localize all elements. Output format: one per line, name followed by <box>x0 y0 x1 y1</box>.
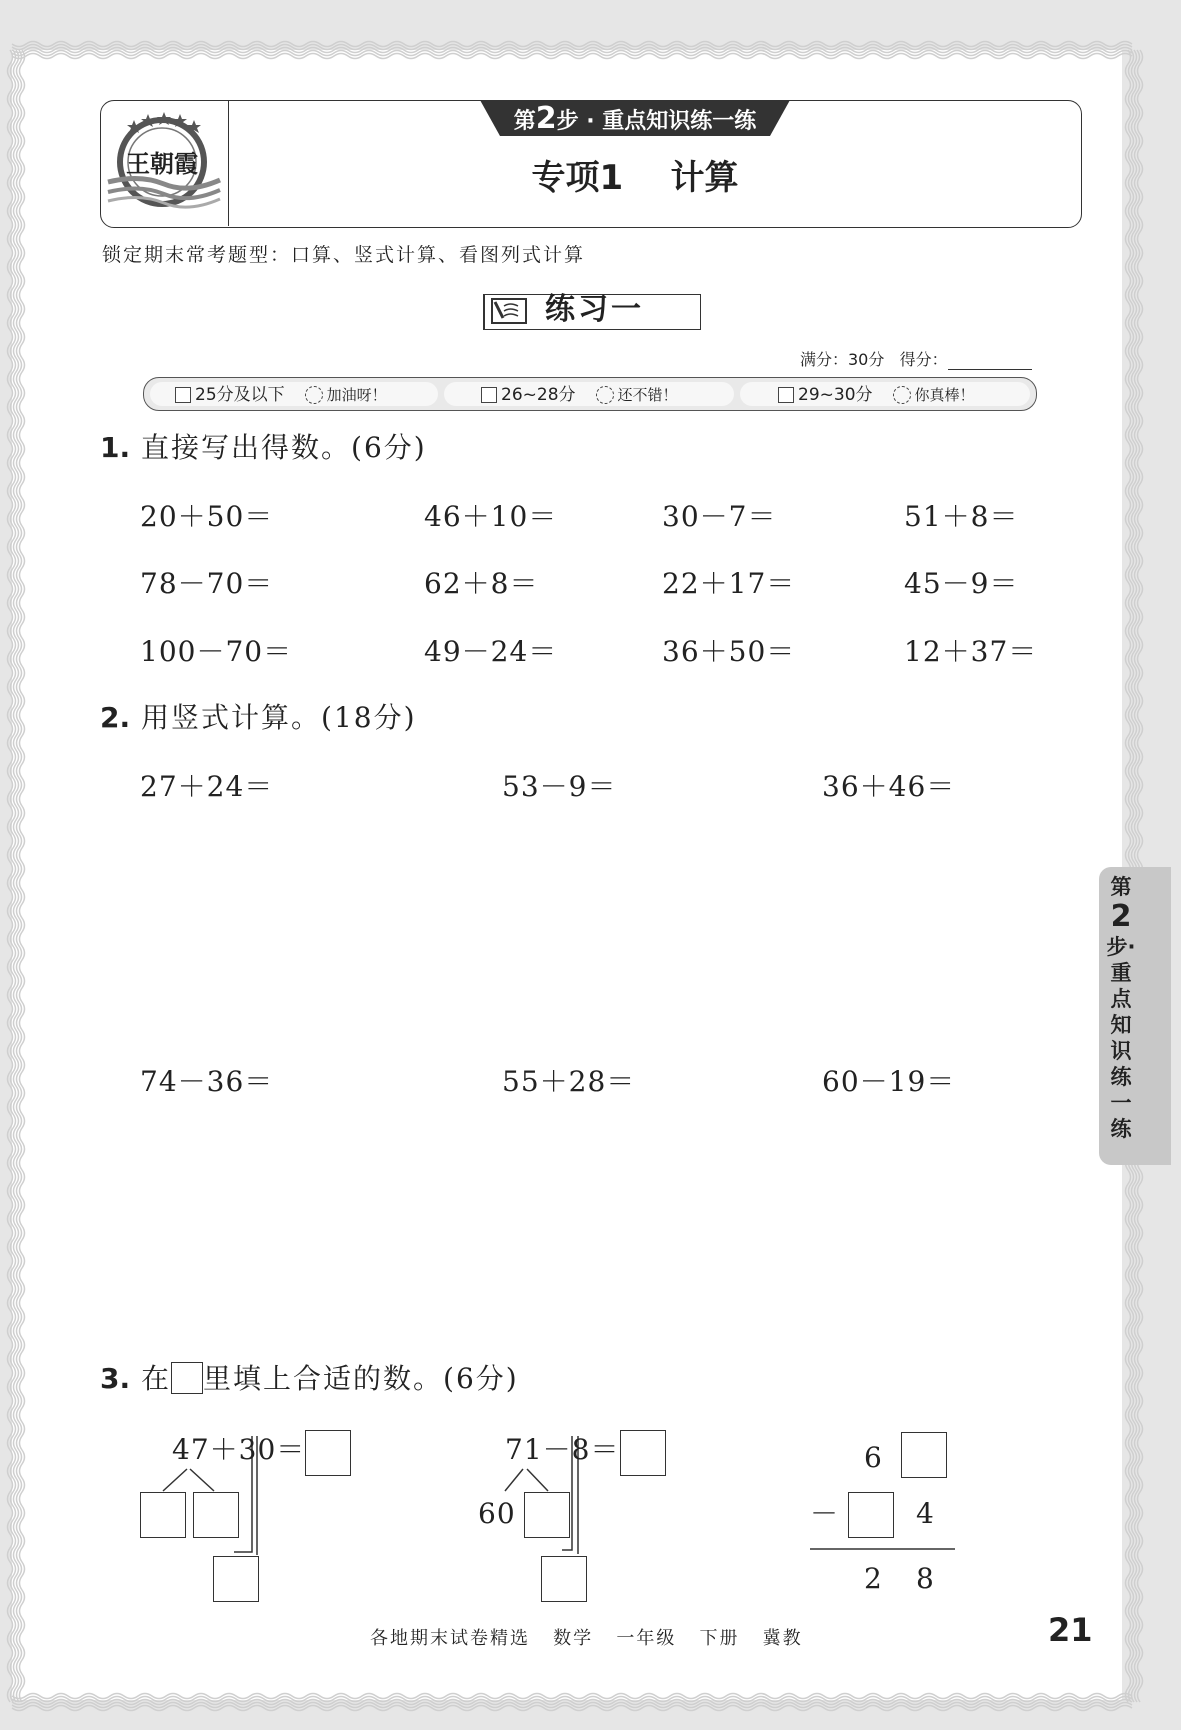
side-tab-char: 点 <box>1110 987 1132 1011</box>
step-prefix: 第 <box>513 109 536 134</box>
answer-box[interactable] <box>541 1556 587 1602</box>
question-3-heading <box>100 1359 519 1399</box>
answer-box-sample <box>171 1362 203 1394</box>
answer-box[interactable] <box>305 1430 351 1476</box>
question-number: 3. <box>100 1362 131 1395</box>
face-icon <box>305 386 323 404</box>
score-label: 得分： <box>899 350 948 369</box>
rating-item <box>175 384 387 406</box>
page-title: 专项1 计算 <box>531 158 739 198</box>
oral-item: 36＋50＝ <box>662 635 796 668</box>
side-tab-number: 2 <box>1110 899 1132 934</box>
face-icon <box>596 386 614 404</box>
face-icon <box>893 386 911 404</box>
vertical-calc-item: 53－9＝ <box>502 770 617 803</box>
question-text: 里填上合适的数。(6分) <box>203 1362 519 1395</box>
vertical-mid-digit: 4 <box>916 1497 935 1530</box>
rating-range: 29~30分 <box>798 385 873 405</box>
side-tab-label <box>1103 874 1139 1142</box>
question-1-heading <box>100 428 427 468</box>
question-text: 在 <box>141 1362 172 1395</box>
vertical-calc-item: 74－36＝ <box>140 1065 274 1098</box>
oral-item: 62＋8＝ <box>424 567 539 600</box>
oral-item: 46＋10＝ <box>424 500 558 533</box>
rating-range: 25分及以下 <box>195 385 285 405</box>
question-text: 用竖式计算。(18分) <box>141 701 417 734</box>
answer-box[interactable] <box>193 1492 239 1538</box>
answer-box[interactable] <box>848 1492 894 1538</box>
score-line <box>800 347 1032 370</box>
full-score: 满分：30分 <box>800 350 885 369</box>
pencil-note-icon <box>488 296 532 326</box>
rating-range: 26~28分 <box>501 385 576 405</box>
side-tab-char: 第 <box>1110 875 1132 899</box>
vertical-calc-item: 27＋24＝ <box>140 770 274 803</box>
step-number: 2 <box>535 101 557 136</box>
footer-text: 各地期末试卷精选 数学 一年级 下册 冀教 <box>370 1628 803 1649</box>
answer-box[interactable] <box>140 1492 186 1538</box>
rating-cheer: 你真棒！ <box>914 386 975 404</box>
rating-item <box>778 384 975 406</box>
answer-box[interactable] <box>901 1432 947 1478</box>
oral-item: 12＋37＝ <box>904 635 1038 668</box>
split-given-number: 60 <box>478 1497 516 1530</box>
side-tab-char: 一 <box>1110 1091 1132 1115</box>
subtitle: 锁定期末常考题型：口算、竖式计算、看图列式计算 <box>102 244 586 266</box>
vertical-minus-sign: － <box>810 1497 840 1530</box>
score-blank[interactable] <box>948 355 1032 370</box>
side-tab-char: 识 <box>1110 1039 1132 1063</box>
vertical-result-tens: 2 <box>864 1562 883 1595</box>
rating-checkbox[interactable] <box>778 387 794 403</box>
vertical-calc-item: 36＋46＝ <box>822 770 956 803</box>
rating-cheer: 加油呀！ <box>326 386 387 404</box>
oral-item: 30－7＝ <box>662 500 777 533</box>
logo-text: 王朝霞 <box>126 149 198 178</box>
answer-box[interactable] <box>620 1430 666 1476</box>
side-tab-char: 步· <box>1106 935 1136 959</box>
oral-item: 49－24＝ <box>424 635 558 668</box>
side-tab-char: 重 <box>1110 961 1132 985</box>
oral-item: 51＋8＝ <box>904 500 1019 533</box>
vertical-calc-item: 55＋28＝ <box>502 1065 636 1098</box>
side-tab-char: 知 <box>1110 1013 1132 1037</box>
step-tab-label <box>500 102 770 136</box>
rating-item <box>481 384 678 406</box>
logo <box>100 100 229 226</box>
page-number: 21 <box>1048 1611 1093 1649</box>
practice-title: 练习一 <box>545 292 644 327</box>
answer-box[interactable] <box>213 1556 259 1602</box>
oral-item: 100－70＝ <box>140 635 293 668</box>
oral-item: 45－9＝ <box>904 567 1019 600</box>
oral-item: 22＋17＝ <box>662 567 796 600</box>
question-number: 1. <box>100 431 131 464</box>
rating-checkbox[interactable] <box>481 387 497 403</box>
vertical-result-ones: 8 <box>916 1562 935 1595</box>
oral-item: 20＋50＝ <box>140 500 274 533</box>
q3-equation-2: 71－8＝ <box>505 1433 620 1466</box>
q3-equation-1: 47＋30＝ <box>172 1433 306 1466</box>
side-tab-char: 练 <box>1110 1065 1132 1089</box>
vertical-calc-item: 60－19＝ <box>822 1065 956 1098</box>
rating-checkbox[interactable] <box>175 387 191 403</box>
question-2-heading <box>100 698 417 738</box>
oral-item: 78－70＝ <box>140 567 274 600</box>
vertical-top-digit: 6 <box>864 1441 883 1474</box>
answer-box[interactable] <box>524 1492 570 1538</box>
question-number: 2. <box>100 701 131 734</box>
question-text: 直接写出得数。(6分) <box>141 431 427 464</box>
side-tab-char: 练 <box>1110 1117 1132 1141</box>
rating-cheer: 还不错！ <box>617 386 678 404</box>
step-suffix: 步 · 重点知识练一练 <box>556 109 757 134</box>
